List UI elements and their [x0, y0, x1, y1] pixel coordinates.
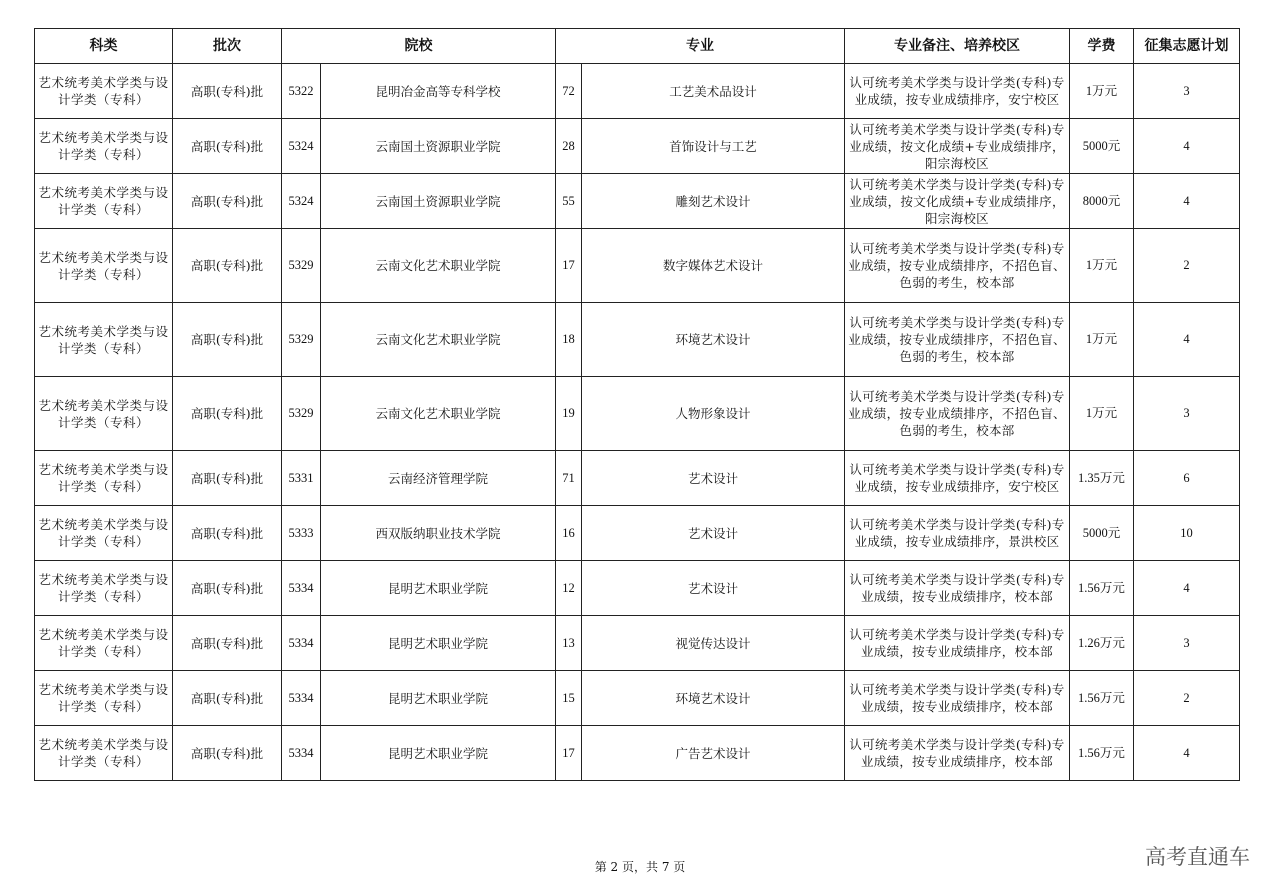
- school-name-cell: 云南文化艺术职业学院: [321, 229, 556, 303]
- batch-cell: 高职(专科)批: [173, 726, 282, 781]
- table-row: [35, 616, 1240, 671]
- notes-cell: 认可统考美术学类与设计学类(专科)专业成绩，按专业成绩排序，不招色盲、色弱的考生，校本部: [845, 303, 1070, 377]
- batch-cell: 高职(专科)批: [173, 229, 282, 303]
- table-row: [35, 506, 1240, 561]
- cat-cell: 艺术统考美术学类与设计学类（专科）: [35, 451, 173, 506]
- major-code-cell: 12: [556, 561, 582, 616]
- cat-cell: 艺术统考美术学类与设计学类（专科）: [35, 377, 173, 451]
- notes-cell: 认可统考美术学类与设计学类(专科)专业成绩，按专业成绩排序，校本部: [845, 561, 1070, 616]
- plan-cell: 10: [1134, 506, 1240, 561]
- table-row: [35, 377, 1240, 451]
- plan-cell: 2: [1134, 229, 1240, 303]
- school-name-cell: 云南经济管理学院: [321, 451, 556, 506]
- header-major: 专业: [556, 29, 845, 64]
- notes-cell: 认可统考美术学类与设计学类(专科)专业成绩，按专业成绩排序，校本部: [845, 671, 1070, 726]
- fee-cell: 1万元: [1070, 377, 1134, 451]
- table-row: [35, 451, 1240, 506]
- major-name-cell: 视觉传达设计: [582, 616, 845, 671]
- notes-cell: 认可统考美术学类与设计学类(专科)专业成绩，按文化成绩+专业成绩排序，阳宗海校区: [845, 174, 1070, 229]
- school-name-cell: 云南文化艺术职业学院: [321, 377, 556, 451]
- school-name-cell: 昆明冶金高等专科学校: [321, 64, 556, 119]
- school-code-cell: 5324: [282, 174, 321, 229]
- school-code-cell: 5331: [282, 451, 321, 506]
- notes-cell: 认可统考美术学类与设计学类(专科)专业成绩，按专业成绩排序，景洪校区: [845, 506, 1070, 561]
- school-code-cell: 5334: [282, 726, 321, 781]
- table-row: [35, 119, 1240, 174]
- batch-cell: 高职(专科)批: [173, 616, 282, 671]
- header-notes: 专业备注、培养校区: [845, 29, 1070, 64]
- major-code-cell: 17: [556, 726, 582, 781]
- batch-cell: 高职(专科)批: [173, 119, 282, 174]
- school-code-cell: 5322: [282, 64, 321, 119]
- school-name-cell: 昆明艺术职业学院: [321, 616, 556, 671]
- plan-cell: 4: [1134, 174, 1240, 229]
- fee-cell: 8000元: [1070, 174, 1134, 229]
- batch-cell: 高职(专科)批: [173, 377, 282, 451]
- fee-cell: 1万元: [1070, 64, 1134, 119]
- plan-cell: 2: [1134, 671, 1240, 726]
- major-name-cell: 人物形象设计: [582, 377, 845, 451]
- batch-cell: 高职(专科)批: [173, 506, 282, 561]
- plan-cell: 3: [1134, 377, 1240, 451]
- major-name-cell: 工艺美术品设计: [582, 64, 845, 119]
- major-code-cell: 72: [556, 64, 582, 119]
- school-code-cell: 5329: [282, 229, 321, 303]
- major-name-cell: 艺术设计: [582, 561, 845, 616]
- major-name-cell: 艺术设计: [582, 506, 845, 561]
- table-row: [35, 726, 1240, 781]
- major-name-cell: 广告艺术设计: [582, 726, 845, 781]
- batch-cell: 高职(专科)批: [173, 174, 282, 229]
- header-category: 科类: [35, 29, 173, 64]
- fee-cell: 1万元: [1070, 303, 1134, 377]
- batch-cell: 高职(专科)批: [173, 561, 282, 616]
- fee-cell: 1.56万元: [1070, 726, 1134, 781]
- table-row: [35, 561, 1240, 616]
- notes-cell: 认可统考美术学类与设计学类(专科)专业成绩，按专业成绩排序，校本部: [845, 616, 1070, 671]
- plan-cell: 4: [1134, 119, 1240, 174]
- batch-cell: 高职(专科)批: [173, 303, 282, 377]
- school-code-cell: 5333: [282, 506, 321, 561]
- school-code-cell: 5334: [282, 616, 321, 671]
- table-row: [35, 229, 1240, 303]
- school-name-cell: 西双版纳职业技术学院: [321, 506, 556, 561]
- school-code-cell: 5324: [282, 119, 321, 174]
- fee-cell: 1.35万元: [1070, 451, 1134, 506]
- watermark-logo-text: 高考直通车: [1145, 845, 1250, 869]
- major-code-cell: 16: [556, 506, 582, 561]
- cat-cell: 艺术统考美术学类与设计学类（专科）: [35, 119, 173, 174]
- plan-cell: 3: [1134, 616, 1240, 671]
- cat-cell: 艺术统考美术学类与设计学类（专科）: [35, 616, 173, 671]
- major-name-cell: 首饰设计与工艺: [582, 119, 845, 174]
- major-name-cell: 艺术设计: [582, 451, 845, 506]
- cat-cell: 艺术统考美术学类与设计学类（专科）: [35, 506, 173, 561]
- cat-cell: 艺术统考美术学类与设计学类（专科）: [35, 726, 173, 781]
- major-code-cell: 18: [556, 303, 582, 377]
- cat-cell: 艺术统考美术学类与设计学类（专科）: [35, 303, 173, 377]
- admission-plan-table: [34, 28, 1240, 781]
- major-code-cell: 28: [556, 119, 582, 174]
- major-code-cell: 55: [556, 174, 582, 229]
- table-row: [35, 174, 1240, 229]
- fee-cell: 1万元: [1070, 229, 1134, 303]
- school-name-cell: 昆明艺术职业学院: [321, 726, 556, 781]
- major-name-cell: 雕刻艺术设计: [582, 174, 845, 229]
- major-code-cell: 17: [556, 229, 582, 303]
- table-row: [35, 64, 1240, 119]
- plan-cell: 3: [1134, 64, 1240, 119]
- notes-cell: 认可统考美术学类与设计学类(专科)专业成绩，按专业成绩排序，不招色盲、色弱的考生，校本部: [845, 229, 1070, 303]
- header-plan: 征集志愿计划: [1134, 29, 1240, 64]
- major-code-cell: 19: [556, 377, 582, 451]
- notes-cell: 认可统考美术学类与设计学类(专科)专业成绩，按专业成绩排序，不招色盲、色弱的考生，校本部: [845, 377, 1070, 451]
- table-row: [35, 303, 1240, 377]
- notes-cell: 认可统考美术学类与设计学类(专科)专业成绩，按专业成绩排序，安宁校区: [845, 451, 1070, 506]
- major-name-cell: 数字媒体艺术设计: [582, 229, 845, 303]
- major-code-cell: 71: [556, 451, 582, 506]
- major-code-cell: 15: [556, 671, 582, 726]
- major-name-cell: 环境艺术设计: [582, 671, 845, 726]
- header-school: 院校: [282, 29, 556, 64]
- fee-cell: 1.56万元: [1070, 671, 1134, 726]
- batch-cell: 高职(专科)批: [173, 451, 282, 506]
- table-row: [35, 671, 1240, 726]
- header-fee: 学费: [1070, 29, 1134, 64]
- school-name-cell: 昆明艺术职业学院: [321, 561, 556, 616]
- batch-cell: 高职(专科)批: [173, 64, 282, 119]
- notes-cell: 认可统考美术学类与设计学类(专科)专业成绩，按文化成绩+专业成绩排序，阳宗海校区: [845, 119, 1070, 174]
- major-code-cell: 13: [556, 616, 582, 671]
- school-code-cell: 5329: [282, 377, 321, 451]
- school-code-cell: 5334: [282, 561, 321, 616]
- plan-cell: 4: [1134, 561, 1240, 616]
- fee-cell: 1.26万元: [1070, 616, 1134, 671]
- page-number: 第 2 页，共 7 页: [594, 860, 686, 874]
- header-batch: 批次: [173, 29, 282, 64]
- major-name-cell: 环境艺术设计: [582, 303, 845, 377]
- header-row: [35, 29, 1240, 64]
- school-code-cell: 5329: [282, 303, 321, 377]
- plan-cell: 4: [1134, 726, 1240, 781]
- fee-cell: 1.56万元: [1070, 561, 1134, 616]
- notes-cell: 认可统考美术学类与设计学类(专科)专业成绩，按专业成绩排序，安宁校区: [845, 64, 1070, 119]
- cat-cell: 艺术统考美术学类与设计学类（专科）: [35, 561, 173, 616]
- plan-cell: 4: [1134, 303, 1240, 377]
- school-name-cell: 云南国土资源职业学院: [321, 119, 556, 174]
- school-name-cell: 昆明艺术职业学院: [321, 671, 556, 726]
- cat-cell: 艺术统考美术学类与设计学类（专科）: [35, 229, 173, 303]
- fee-cell: 5000元: [1070, 119, 1134, 174]
- notes-cell: 认可统考美术学类与设计学类(专科)专业成绩，按专业成绩排序，校本部: [845, 726, 1070, 781]
- cat-cell: 艺术统考美术学类与设计学类（专科）: [35, 174, 173, 229]
- cat-cell: 艺术统考美术学类与设计学类（专科）: [35, 671, 173, 726]
- fee-cell: 5000元: [1070, 506, 1134, 561]
- school-name-cell: 云南文化艺术职业学院: [321, 303, 556, 377]
- batch-cell: 高职(专科)批: [173, 671, 282, 726]
- school-code-cell: 5334: [282, 671, 321, 726]
- cat-cell: 艺术统考美术学类与设计学类（专科）: [35, 64, 173, 119]
- plan-cell: 6: [1134, 451, 1240, 506]
- school-name-cell: 云南国土资源职业学院: [321, 174, 556, 229]
